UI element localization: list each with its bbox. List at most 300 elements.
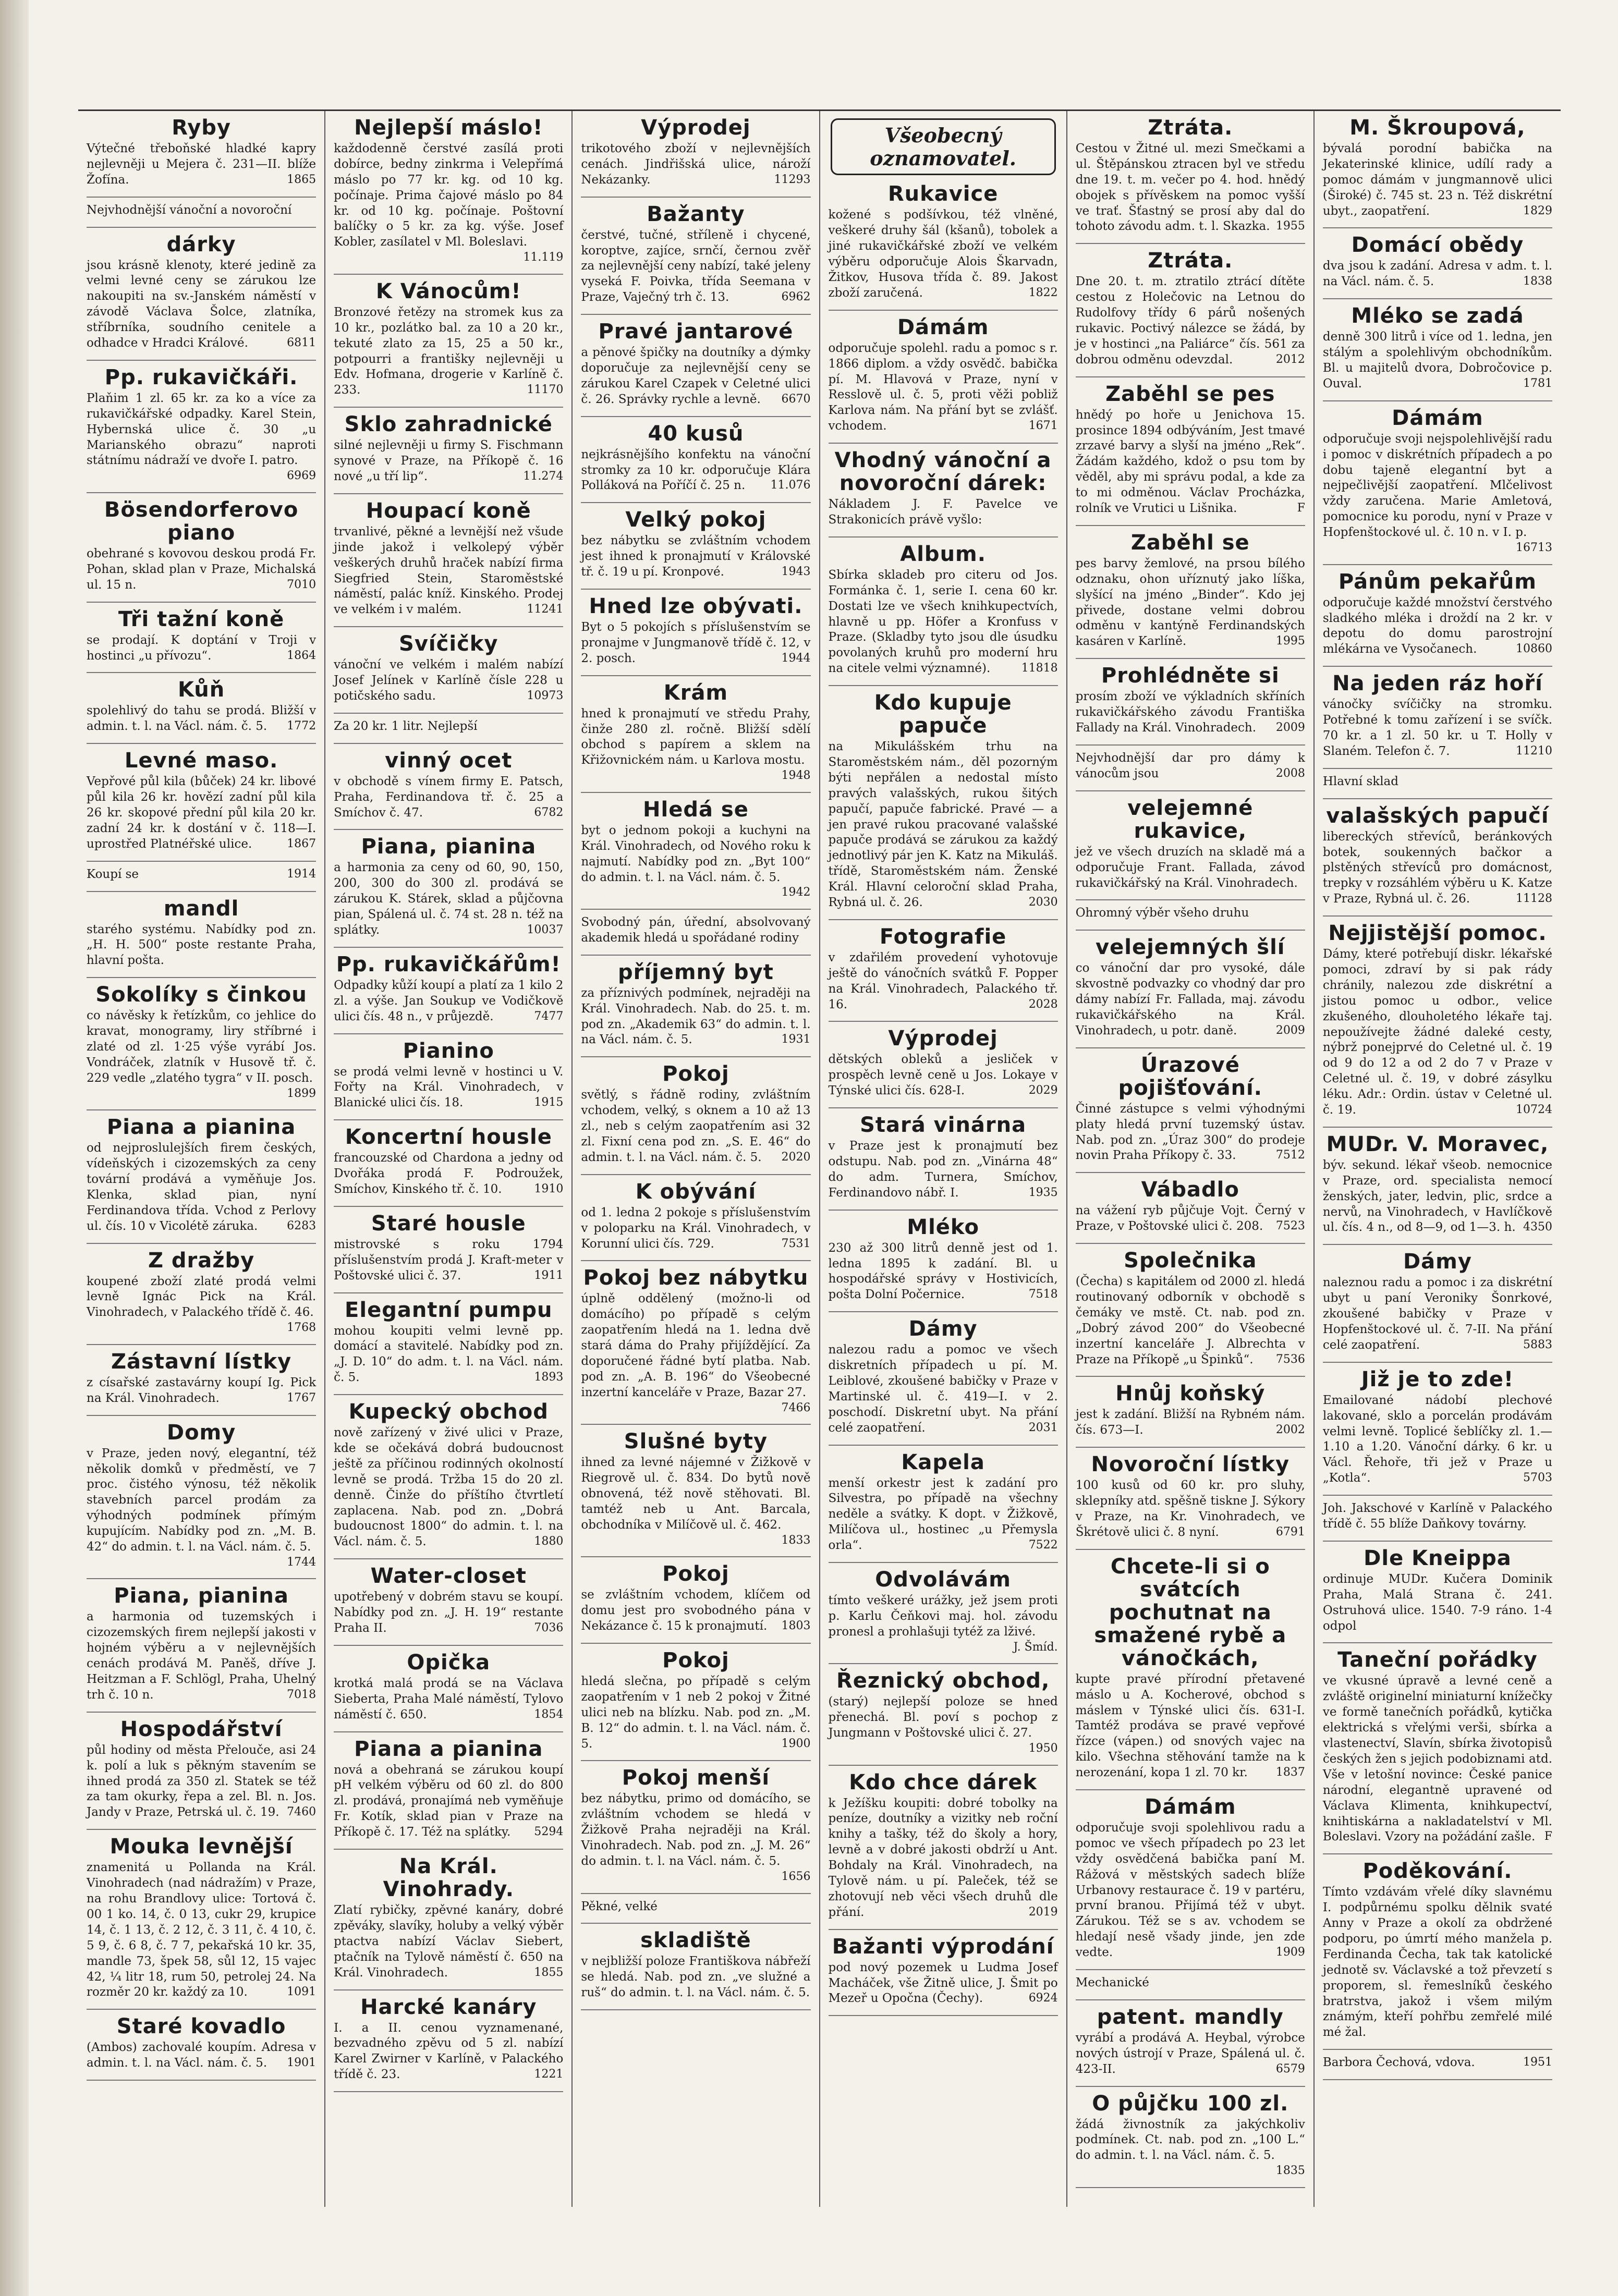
ad-divider: [1323, 915, 1552, 917]
ad-text: dětských obleků a jesliček v prospěch levně ceně u Jos. Lokaye v Týnské ulici čís. 628-I.: [828, 1053, 1058, 1098]
ad-text: mistrovské s roku 1794 příslušenstvím prodá J. Kraft-meter v Poštovské ulici č. 37.: [334, 1237, 564, 1283]
ad-body: [1323, 947, 1552, 1118]
ad-text: krotká malá prodá se na Václava Sieberta, Praha Malé náměstí, Tylovo náměstí č. 650.: [334, 1676, 564, 1721]
ad-number: 6969: [287, 469, 317, 483]
classified-ad: [829, 691, 1058, 911]
ad-number: 1910: [534, 1182, 564, 1195]
ad-body: [1076, 1274, 1305, 1367]
ad-headline: Mléko: [907, 1215, 979, 1239]
ad-text: Zlatí rybičky, zpěvné kanáry, dobré zpěváky, slavíky, holuby a velký výběr ptactva nabízí Václav Siebert, ptačník na Tylově náměstí č. 650 na Král. Vinohradech.: [334, 1903, 564, 1980]
classified-ad: [1076, 906, 1305, 921]
ad-number: 1656: [781, 1870, 811, 1883]
ad-divider: [87, 1243, 316, 1244]
ad-divider: [829, 1929, 1058, 1930]
ad-headline: Prohlédněte si: [1101, 664, 1280, 688]
ad-number: 2009: [1275, 1023, 1305, 1037]
ad-text: trvanlivé, pěkné a levnější než všude jinde jakož i velkolepý výběr veškerých druhů hraček nabízí firma Siegfried Stein, Staroměstské náměstí, palác kníž. Kinského. Prodej ve velkém i v malém.: [334, 524, 564, 617]
ad-headline: Poděkování.: [1362, 1859, 1513, 1884]
ad-body: [87, 633, 316, 664]
ad-number: 1833: [781, 1533, 811, 1547]
ad-text: prosím zboží ve výkladních skříních rukavičkářského závodu Františka Fallady na Král. Vinohradech.: [1075, 690, 1305, 735]
ad-text: Ohromný výběr všeho druhu: [1075, 906, 1249, 920]
ad-divider: [1076, 1999, 1305, 2000]
ad-body: [829, 497, 1058, 528]
ad-divider: [87, 1712, 316, 1713]
ad-divider: [829, 1311, 1058, 1312]
classified-ad: [334, 1565, 563, 1636]
ad-divider: [334, 407, 563, 408]
ad-divider: [581, 1174, 810, 1175]
ad-number: 5294: [534, 1825, 564, 1839]
classified-ad: [1076, 1975, 1305, 1991]
ad-headline: Zaběhl se pes: [1105, 382, 1275, 406]
ad-divider: [87, 672, 316, 673]
ad-body: [1076, 274, 1305, 368]
ad-headline: skladiště: [640, 1928, 751, 1953]
ad-headline: Album.: [900, 542, 986, 566]
ad-text: dva jsou k zadání. Adresa v adm. t. l. na Václ. nám. č. 5.: [1322, 259, 1553, 289]
ad-headline: Staré housle: [371, 1211, 526, 1236]
classified-ad: [1323, 570, 1552, 658]
ad-divider: [334, 2091, 563, 2092]
ad-number: 1865: [287, 173, 317, 186]
ad-number: F: [1297, 502, 1305, 515]
ad-divider: [581, 1893, 810, 1894]
classified-ad: [581, 320, 810, 408]
ad-body: [1323, 697, 1552, 760]
classified-ad: [334, 1738, 563, 1840]
classified-ad: [1323, 1860, 1552, 2041]
ad-text: Cestou v Žitné ul. mezi Smečkami a ul. Štěpánskou ztracen byl ve středu dne 19. t. m. večer po 4. hod. hnědý obojek s přívěskem na pomoc vyšší ve trať. Šťastný se prosí aby dal do tohoto závodu adm. t. l. Skazka.: [1075, 142, 1305, 234]
ad-number: 7536: [1275, 1352, 1305, 1366]
ad-number: 6670: [781, 392, 811, 406]
ad-text: vánočky svíčičky na stromku. Potřebné k tomu zařízení i se svíčk. 70 kr. a 1 zl. 50 kr. u T. Holly v Slaném. Telefon č. 7.: [1322, 698, 1553, 758]
ad-number: 1995: [1275, 634, 1305, 648]
ad-body: [829, 1960, 1058, 2007]
ad-headline: MUDr. V. Moravec,: [1326, 1132, 1549, 1156]
ad-number: 10724: [1516, 1103, 1553, 1116]
classified-ad: [829, 1216, 1058, 1303]
ad-text: a harmonia od tuzemských i cizozemských firem nejlepší jakosti v hojném výběru a v nejlevnějších cenách prodává M. Paněš, dříve J. Heitzman a F. Schlögl, Praha, Uhelný trh č. 10 n.: [87, 1610, 317, 1702]
classified-ad: [87, 233, 316, 351]
ad-body: [1076, 906, 1305, 921]
ad-body: [1076, 141, 1305, 235]
ad-headline: Piana a pianina: [354, 1737, 543, 1761]
ad-body: [87, 1743, 316, 1821]
classified-ad: [334, 1855, 563, 1981]
ad-body: [581, 915, 810, 946]
ad-body: [581, 1291, 810, 1415]
ad-headline: Slušné byty: [624, 1430, 768, 1454]
ad-headline: Odvolávám: [875, 1568, 1011, 1592]
ad-text: Nákladem J. F. Pavelce ve Strakonicích právě vyšlo:: [828, 497, 1058, 527]
classified-ad: [1323, 774, 1552, 790]
classified-ad: [334, 632, 563, 704]
classified-ad: [1323, 1648, 1552, 1845]
ad-text: nově zařízený v živé ulici v Praze, kde se očekává dobrá budoucnost ještě za příčinou rodinných okolností levně se prodá. Tržba 15 do 20 zl. denně. Činže do příštího čtvrtletí zaplacena. Nab. pod zn. „Dobrá budoucnost 1800“ do admin. t. l. na Václ. nám. č. 5.: [334, 1426, 564, 1549]
ad-headline: Kapela: [901, 1450, 985, 1474]
ad-headline: Na jeden ráz hoří: [1332, 671, 1543, 696]
ad-text: Odpadky kůží koupí a platí za 1 kilo 2 zl. a výše. Jan Soukup ve Vodičkově ulici čís. 48 n., v průjezdě.: [334, 978, 564, 1023]
ad-body: [334, 305, 563, 398]
ad-number: 11293: [774, 173, 811, 186]
ad-text: (starý) nejlepší poloze se hned přenechá. Bl. poví s pochop z Jungmann v Poštovské ulici č. 27.: [828, 1695, 1058, 1740]
ad-body: [581, 1088, 810, 1165]
ad-text: I. a II. cenou vyznamenané, bezvadného zpěvu od 5 zl. nabízí Karel Zwirner v Karlíně, v Palackého třídě č. 23.: [334, 2021, 564, 2082]
ad-divider: [1323, 1362, 1552, 1363]
ad-body: [1076, 408, 1305, 517]
ad-text: co vánoční dar pro vysoké, dále skvostně podvazky co vhodný dar pro dámy nabízí Fr. Fallada, maj. závodu rukavičkářského na Král. Vinohradech, u potr. daně.: [1075, 961, 1305, 1037]
column-6: [1313, 111, 1561, 2207]
section-title-line: oznamovatel.: [870, 146, 1017, 170]
classified-ad: [87, 1116, 316, 1234]
ad-divider: [334, 829, 563, 830]
ad-text: odporučuje spolehl. radu a pomoc s r. 1866 diplom. a vždy osvědč. babička pí. M. Hlavová v Praze, nyní v Resslově ul. č. 5, proti věži pobliž Karlova nám. Na přání byt se zvlášť. vchodem.: [828, 341, 1058, 433]
ad-number: 1772: [287, 719, 317, 733]
ad-divider: [581, 792, 810, 793]
ad-number: 1671: [1028, 419, 1058, 433]
ad-text: nalezou radu a pomoc ve všech diskretních případech u pí. M. Leiblové, zkoušené babičky v Praze v Martinské ul. č. 419—I. v 2. poschodí. Diskretní ubyt. Na přání celé zaopatření.: [828, 1343, 1058, 1435]
ad-headline: K Vánocům!: [375, 279, 521, 303]
ad-text: francouzské od Chardona a jedny od Dvořáka prodá F. Podroužek, Smíchov, Kinského tř. č. 10.: [334, 1151, 564, 1196]
ad-divider: [581, 197, 810, 198]
ad-headline: M. Škroupová,: [1349, 116, 1526, 140]
classified-ad: [1323, 304, 1552, 392]
ad-text: se zvláštním vchodem, klíčem od domu jest pro svobodného pána v Nekázance č. 15 k pronajmutí.: [581, 1588, 811, 1633]
ad-text: v nejbližší poloze Františkova nábřeží se hledá. Nab. pod zn. „ve služné a ruš“ do admin. t. l. na Václ. nám. č. 5.: [581, 1955, 811, 2000]
classified-ad: [581, 1899, 810, 1915]
ad-body: [1323, 1501, 1552, 1532]
ad-text: ihned za levné nájemné v Žižkově v Riegrově ul. č. 834. Do bytů nově obnovená, též nově stěhovati. Bl. tamtéž neb u Ant. Barcala, obchodníka v Milíčově ul. č. 462.: [581, 1456, 811, 1532]
classified-ad: [581, 1062, 810, 1165]
ad-body: [829, 1593, 1058, 1655]
ad-text: Nejvhodnější dar pro dámy k vánocům jsou: [1075, 751, 1305, 780]
classified-ad: [87, 1421, 316, 1570]
ad-number: 11818: [1021, 662, 1058, 675]
ad-number: 6782: [534, 805, 564, 819]
ad-text: menší orkestr jest k zadání pro Silvestra, po případě na všechny neděle a svátky. K dopt. v Žižkově, Milíčova ul., hostinec „u Přemysla orla“.: [828, 1476, 1058, 1553]
ad-divider: [1076, 1376, 1305, 1377]
ad-text: Pěkné, velké: [581, 1899, 658, 1913]
classified-ad: [829, 1027, 1058, 1099]
ad-body: [1323, 829, 1552, 907]
classified-ad: [1323, 1501, 1552, 1532]
ad-number: J. Šmíd.: [1013, 1640, 1058, 1654]
ad-number: 2029: [1028, 1084, 1058, 1097]
ad-number: 7036: [534, 1621, 564, 1635]
ad-number: 1091: [287, 1985, 317, 1999]
ad-divider: [87, 492, 316, 493]
ad-divider: [1323, 1127, 1552, 1128]
classified-ad: [581, 798, 810, 900]
ad-headline: Zaběhl se: [1130, 530, 1250, 555]
ad-headline: velejemných šlí: [1096, 935, 1285, 960]
ad-text: na vážení ryb půjčuje Vojt. Černý v Praze, v Poštovské ulici č. 208.: [1075, 1204, 1305, 1234]
ad-headline: Piana, pianina: [114, 1584, 289, 1608]
classified-ad: [1323, 407, 1552, 556]
ad-number: 1943: [781, 565, 811, 579]
ad-body: [1076, 2031, 1305, 2078]
ad-body: [1323, 774, 1552, 790]
ad-body: [829, 1342, 1058, 1436]
ad-headline: mandl: [163, 896, 239, 921]
classified-ad: [581, 1929, 810, 2001]
ad-divider: [1076, 790, 1305, 791]
ad-divider: [1076, 525, 1305, 526]
ad-number: 2002: [1275, 1423, 1305, 1437]
ad-text: koupené zboží zlaté prodá velmi levně Ignác Pick na Král. Vinohradech, v Palackého třídě č. 46.: [87, 1274, 317, 1320]
ad-headline: Stará vinárna: [860, 1113, 1027, 1138]
ad-body: [334, 1676, 563, 1723]
ad-text: Bronzové řetězy na stromek kus za 10 kr., pozlátko bal. za 10 a 20 kr., tekuté zlato za 15, 25 a 50 kr., potpourri a františky nejlevněji u Edv. Hofmana, drogerie v Karlíně č. 233.: [334, 305, 564, 397]
ad-number: 1835: [1275, 2164, 1305, 2178]
ad-headline: Kdo chce dárek: [849, 1770, 1038, 1794]
ad-headline: 40 kusů: [648, 421, 744, 446]
ad-headline: patent. mandly: [1097, 2005, 1284, 2029]
ad-body: [87, 1375, 316, 1407]
classified-ad: [334, 1651, 563, 1723]
ad-divider: [829, 1107, 1058, 1108]
classified-ad: [829, 1114, 1058, 1201]
classified-ad: [1076, 531, 1305, 650]
ad-number: 1822: [1028, 286, 1058, 299]
ad-body: [1323, 2055, 1552, 2071]
classified-ad: [87, 897, 316, 969]
ad-body: [334, 657, 563, 704]
classified-ad: [1323, 1250, 1552, 1353]
classified-ad: [1076, 1382, 1305, 1438]
ad-number: 2012: [1275, 352, 1305, 366]
ad-divider: [1323, 1495, 1552, 1496]
ad-divider: [829, 1663, 1058, 1664]
ad-headline: Krám: [663, 680, 728, 705]
ad-body: [87, 703, 316, 735]
ad-divider: [334, 1033, 563, 1034]
ad-text: upotřebený v dobrém stavu se koupí. Nabídky pod zn. „J. H. 19“ restante Praha II.: [334, 1590, 564, 1635]
ad-divider: [1323, 564, 1552, 565]
ad-body: [334, 1237, 563, 1284]
ad-text: Byt o 5 pokojích s příslušenstvím se pronajme v Jungmanově třídě č. 12, v 2. posch.: [581, 620, 811, 665]
ad-number: 1829: [1523, 204, 1553, 217]
ad-divider: [1323, 227, 1552, 228]
ad-number: 7460: [287, 1805, 317, 1819]
ad-divider: [87, 1415, 316, 1416]
ad-text: ve vkusné úpravě a levné ceně a zvláště originelní miniaturní knížečky ve formě tanečních pořádků, kytička elektrická s vřelými verši, sbírka a vlastenectví, Slavín, sbírka životopisů českých žen s jejich podobiznami atd. Vše v letošní novince: České panice národní, elegantně upravené od Václava Klimenta, knihkupectví, knihtiskárna a nakladatelství v Ml. Boleslavi. Vzory na požádání zašle.: [1322, 1674, 1553, 1844]
ad-divider: [1076, 1243, 1305, 1244]
ad-body: [829, 341, 1058, 434]
ad-text: Koupí se: [87, 867, 139, 881]
ad-headline: Pravé jantarové: [598, 320, 794, 344]
ad-headline: Pokoj bez nábytku: [583, 1266, 809, 1290]
classified-ad: [334, 1040, 563, 1112]
classified-ad: [829, 925, 1058, 1013]
ad-headline: Nejlepší máslo!: [354, 116, 543, 140]
classified-ad: [1323, 2055, 1552, 2071]
ad-headline: Ztráta.: [1148, 116, 1233, 140]
ad-headline: Levné maso.: [124, 749, 278, 773]
ad-text: hledá slečna, po případě s celým zaopatřením v 1 neb 2 pokoj v Žitné ulici neb na blízku. Nab. pod zn. „M. B. 12“ do admin. t. l. na Václ. nám. č. 5.: [581, 1675, 811, 1751]
ad-body: [1076, 1407, 1305, 1438]
classified-ad: [1323, 1547, 1552, 1634]
ad-divider: [1323, 798, 1552, 799]
ad-number: 7531: [781, 1237, 811, 1250]
ad-headline: Již je to zde!: [1361, 1367, 1514, 1391]
classified-ad: [87, 678, 316, 735]
ad-text: odporučuje svoji spolehlivou radu a pomoc ve všech případech po 23 let vždy osvědčená babička paní M. Rážová v městských sadech blíže Urbanovy restaurace č. 19 v partéru, první branou. Přijímá též v ubyt. Zárukou. Též se s av. vchodem se hledají nesě všady jinde, jen zde vedte.: [1075, 1821, 1305, 1960]
classified-ad: [334, 280, 563, 398]
ad-text: půl hodiny od města Přelouče, asi 24 k. polí a luk s pěkným stavením se ihned prodá za 350 zl. Statek se též za tam okurky, řepa a zel. Bl. n. Jos. Jandy v Praze, Petrská ul. č. 19.: [87, 1743, 317, 1819]
column-5: [1066, 111, 1313, 2207]
classified-ad: [829, 543, 1058, 677]
ad-text: ordinuje MUDr. Kučera Dominik Praha, Malá Strana č. 241. Ostruhová ulice. 1540. 7-9 ráno. 1-4 odpol: [1322, 1572, 1553, 1633]
ad-headline: Hospodářství: [120, 1717, 283, 1741]
ad-number: 10037: [527, 923, 564, 936]
ad-headline: Úrazové pojišťování.: [1118, 1053, 1262, 1100]
ad-text: Vepřové půl kila (bůček) 24 kr. libové půl kila 26 kr. hovězí zadní půl kila 26 kr. skopové přední půl kila 20 kr. zadní 24 kr. k dostání v č. 118—I. uprostřed Platnéřské ulice.: [87, 775, 317, 851]
ad-text: obehrané s kovovou deskou prodá Fr. Pohan, sklad plan v Praze, Michalská ul. 15 n.: [87, 546, 317, 592]
ad-text: trikotového zboží v nejlevnějších cenách. Jindřišská ulice, nároží Nekázanky.: [581, 142, 811, 187]
ad-divider: [334, 713, 563, 714]
ad-divider: [581, 1424, 810, 1425]
ad-text: se prodá velmi levně v hostinci u V. Fořty na Král. Vinohradech, v Blanické ulici čís. 18.: [334, 1065, 564, 1110]
ad-headline: Piana, pianina: [361, 835, 537, 859]
ad-divider: [1323, 666, 1552, 667]
classified-ad: [829, 1771, 1058, 1921]
ad-text: z císařské zastavárny koupí Ig. Pick na Král. Vinohradech.: [87, 1375, 317, 1405]
ad-divider: [581, 1923, 810, 1924]
ad-number: F: [1544, 1830, 1553, 1843]
ad-number: 5703: [1523, 1471, 1553, 1485]
ad-text: odporučuje svoji nejspolehlivější radu i pomoc v diskrétních případech a po dobu tajeně elegantní byt a nejpečlivější zaopatření. Mlčelivost vždy zaručena. Marie Amletová, pomocnice ku porodu, nyní v Praze v Hopfenštockové ul. č. 10 n. v I. p.: [1322, 432, 1553, 540]
ad-headline: Pianino: [403, 1039, 494, 1063]
ad-headline: dárky: [166, 232, 236, 257]
classified-ad: [334, 413, 563, 485]
ad-text: v obchodě s vínem firmy E. Patsch, Praha, Ferdinandova tř. č. 25 a Smíchov č. 47.: [334, 774, 564, 820]
ad-body: [829, 1241, 1058, 1303]
classified-ad: [1076, 664, 1305, 736]
ad-number: 11241: [527, 603, 564, 616]
ad-number: 11128: [1516, 892, 1553, 906]
column-1: [78, 111, 324, 2207]
classified-ad: [334, 719, 563, 735]
classified-ad: [581, 203, 810, 306]
ad-text: vánoční ve velkém i malém nabízí Josef Jelínek v Karlíně čísle 228 u potičského sadu.: [334, 658, 564, 703]
ad-divider: [334, 274, 563, 275]
ad-number: 6283: [287, 1219, 317, 1232]
ad-divider: [829, 310, 1058, 311]
ad-headline: Výprodej: [641, 116, 751, 140]
ad-body: [581, 1899, 810, 1915]
ad-body: [334, 2021, 563, 2083]
ad-text: od 1. ledna 2 pokoje s příslušenstvím v poloparku na Král. Vinohradech, v Korunní ulici čís. 729.: [581, 1205, 811, 1251]
ad-divider: [334, 1119, 563, 1120]
ad-body: [1076, 961, 1305, 1039]
classified-ad: [1076, 1453, 1305, 1541]
ad-text: tímto veškeré urážky, jež jsem proti p. Karlu Čeňkovi maj. hol. závodu pronesl a prohlašuji tytéž za lživé.: [828, 1594, 1058, 1639]
ad-divider: [1323, 2079, 1552, 2080]
ad-headline: Společnika: [1124, 1249, 1257, 1273]
ad-headline: Water-closet: [370, 1564, 527, 1589]
classified-ad: [87, 366, 316, 484]
ad-body: [1076, 689, 1305, 736]
ad-number: 7522: [1028, 1538, 1058, 1552]
ad-body: [87, 922, 316, 969]
ad-number: 4350: [1523, 1220, 1553, 1234]
ad-number: 7018: [287, 1688, 317, 1701]
ad-text: v Praze, jeden nový, elegantní, též několik domků v předměstí, ve 7 proc. čistého výnosu, též několik stavebních parcel prodám za výhodných podmínek přímým kupujícím. Nabídky pod zn. „M. B. 42“ do admin. t. l. na Václ. nám. č. 5.: [87, 1446, 317, 1554]
ad-divider: [581, 2009, 810, 2010]
classified-ad: [581, 1266, 810, 1415]
ad-divider: [334, 1292, 563, 1293]
classified-ad: [1076, 751, 1305, 782]
ad-body: [1076, 1203, 1305, 1235]
ad-body: [334, 1763, 563, 1840]
ad-headline: valašských papučí: [1326, 803, 1549, 828]
ad-headline: Sokolíky s činkou: [95, 983, 307, 1007]
ad-body: [581, 986, 810, 1048]
ad-body: [1076, 1478, 1305, 1541]
ad-text: Joh. Jakschové v Karlíně v Palackého třídě č. 55 blíže Daňkovy továrny.: [1322, 1501, 1553, 1531]
ad-divider: [1076, 1047, 1305, 1048]
ad-number: 1909: [1275, 1946, 1305, 1959]
ad-divider: [87, 861, 316, 862]
classified-ad: [581, 915, 810, 946]
ad-body: [334, 774, 563, 821]
ad-headline: Novoroční lístky: [1091, 1452, 1290, 1477]
ad-body: [87, 141, 316, 188]
ad-divider: [829, 1765, 1058, 1766]
ad-divider: [87, 197, 316, 198]
ad-divider: [87, 1344, 316, 1345]
ad-headline: Hned lze obývati.: [589, 594, 803, 619]
ad-text: každodenně čerstvé zasílá proti dobírce, bedny zinkrma i Velepřímá máslo po 77 kr. kg. od 10 kg. počínaje. Prima čajové máslo po 84 kr. od 10 kg. počínaje. Poštovní balíčky o 5 kr. za kg. výše. Josef Kobler, zasílatel v Ml. Boleslavi.: [334, 142, 564, 249]
ad-text: na Mikulášském trhu na Staroměstském nám., děl pozorným býti nepřálen a nedostal místo pravých valašských, rukou šitých papučí, papuče fabrické. Pravé — a jen pravé rukou pracované valašské papuče prodává se zárukou za každý jednotlivý pár jen K. Katz na Mikuláš. třídě, Staroměstském nám. Ženské Král. Hlavní celoroční sklad Praha, Rybná ul. č. 26.: [828, 740, 1058, 909]
ad-text: a pěnové špičky na doutníky a dýmky doporučuje za nejlevnější ceny se zárukou Karel Czapek v Celetné ulici č. 26. Správky rychle a levně.: [581, 346, 811, 406]
ad-number: 10973: [527, 689, 564, 702]
classified-ad: [1323, 234, 1552, 290]
ad-body: [829, 1476, 1058, 1554]
ad-divider: [334, 1849, 563, 1850]
ad-headline: Mouka levnější: [110, 1835, 293, 1859]
ad-headline: Nejjistější pomoc.: [1328, 921, 1547, 946]
ad-text: bez nábytku se zvláštním vchodem jest ihned k pronajmutí v Královské tř. č. 19 u pí. Kronpové.: [581, 534, 811, 579]
ad-number: 1915: [534, 1096, 564, 1109]
ad-number: 1914: [287, 867, 317, 881]
section-title-box: [831, 118, 1056, 175]
ad-body: [1323, 432, 1552, 556]
ad-number: 1768: [287, 1321, 317, 1335]
ad-divider: [829, 1210, 1058, 1211]
ad-text: Dne 20. t. m. ztratilo ztrácí dítěte cestou z Holečovic na Letnou do Rudolfovy třídy 6 párů nošených rukavic. Poctivý nálezce se žádá, by je v hostinci „na Paliárce“ čís. 561 za dobrou odměnu odevzdal.: [1075, 275, 1305, 367]
classified-ad: [1323, 804, 1552, 907]
ad-headline: Dámám: [1392, 406, 1483, 430]
ad-text: Výtečné třeboňské hladké kapry nejlevněji u Mejera č. 231—II. blíže Žofína.: [87, 142, 317, 187]
ad-divider: [87, 360, 316, 361]
ad-body: [334, 141, 563, 265]
ad-text: odporučuje každé množství čerstvého sladkého mléka i droždí na 2 kr. v depotu do domu parostrojní mlékárna ve Vysočanech.: [1322, 595, 1553, 656]
ad-headline: Pokoj: [662, 1562, 729, 1586]
ad-headline: Pp. rukavičkářům!: [336, 952, 561, 976]
ad-body: [1076, 2117, 1305, 2179]
ad-body: [581, 706, 810, 784]
classified-ad: [581, 595, 810, 667]
ad-headline: Hledá se: [643, 797, 749, 822]
ad-body: [87, 1609, 316, 1703]
ad-number: 7512: [1275, 1149, 1305, 1162]
column-2: [324, 111, 571, 2207]
ad-text: v zdařilém provedení vyhotovuje ještě do vánočních svátků F. Popper na Král. Vinohradech, Palackého tř. 16.: [828, 950, 1058, 1011]
ad-body: [87, 1141, 316, 1234]
